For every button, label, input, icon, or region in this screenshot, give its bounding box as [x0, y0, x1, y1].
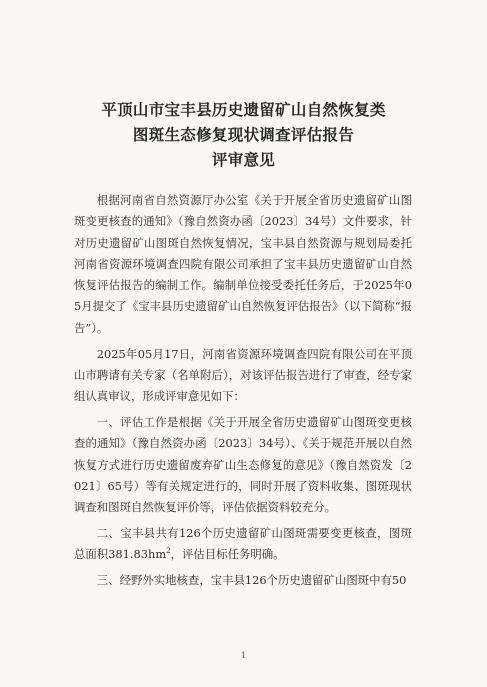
- paragraph-5: 三、经野外实地核查，宝丰县126个历史遗留矿山图斑中有50: [96, 573, 407, 588]
- document-title: [0, 97, 487, 172]
- area-unit-superscript: 2: [166, 547, 171, 556]
- paragraph-4-tail: ，评估目标任务明确。: [170, 547, 285, 562]
- paragraph-3: 一、评估工作是根据《关于开展全省历史遗留矿山图斑变更核查的通知》（豫自然资办函〔2023〕34号）、《关于规范开展以自然恢复方式进行历史遗留废弃矿山生态修复的意见》（豫自然资发〔2021〕65号）等有关规定进行的，同时开展了资料收集、图斑现状调查和图斑自然恢复评价等，评估依据资料较充分。: [74, 414, 412, 515]
- paragraph-4-text: 二、宝丰县共有126个历史遗留矿山图斑需要变更核查，图斑总面积381.83hm: [74, 525, 412, 562]
- document-body: [74, 190, 412, 596]
- paragraph-4: [74, 523, 412, 566]
- title-line-2: 图斑生态修复现状调查评估报告: [132, 125, 355, 144]
- page-number: 1: [240, 651, 247, 660]
- paragraph-2: 2025年05月17日，河南省资源环境调查四院有限公司在平顶山市聘请有关专家（名单附后），对该评估报告进行了审查，经专家组认真审议，形成评审意见如下：: [74, 346, 412, 404]
- paragraph-1: 根据河南省自然资源厅办公室《关于开展全省历史遗留矿山图斑变更核查的通知》（豫自然资办函〔2023〕34号）文件要求，针对历史遗留矿山图斑自然恢复情况，宝丰县自然资源与规划局委托河南省资源环境调查四院有限公司承担了宝丰县历史遗留矿山自然恢复评估报告的编制工作。编制单位接受委托任务后，于2025年05月提交了《宝丰县历史遗留矿山自然恢复评估报告》（以下简称“报告”）。: [74, 193, 412, 335]
- title-line-3: 评审意见: [211, 150, 276, 169]
- title-line-1: 平顶山市宝丰县历史遗留矿山自然恢复类: [101, 100, 386, 119]
